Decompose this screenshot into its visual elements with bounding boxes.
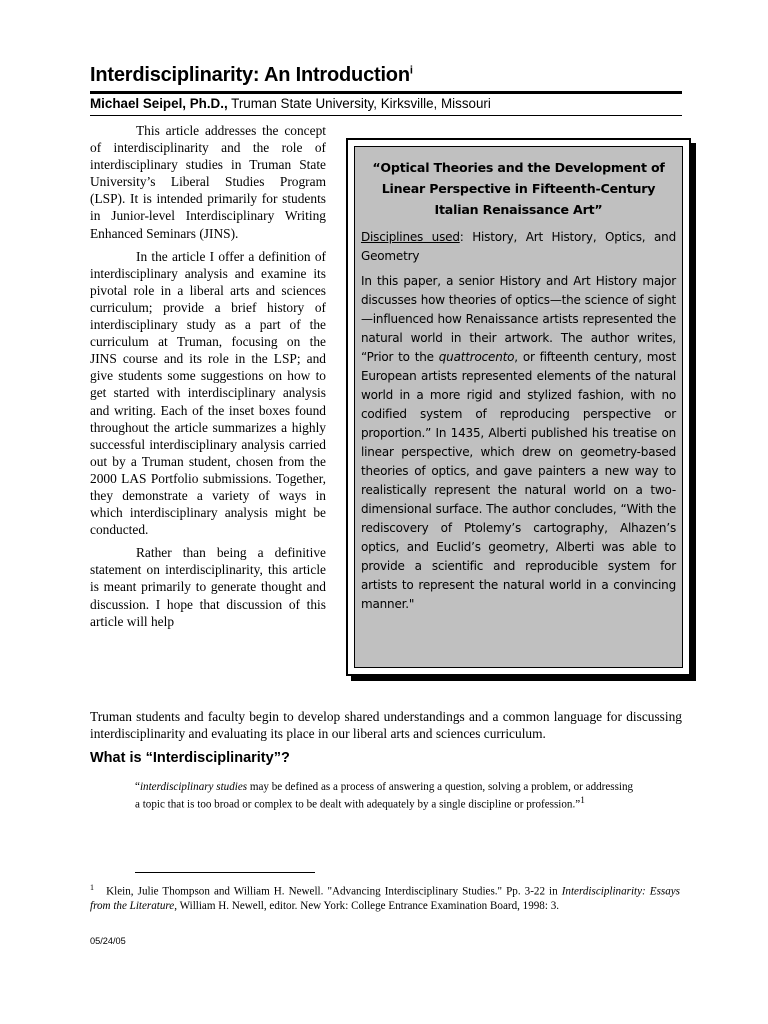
inset-box: [346, 138, 691, 676]
footnote-mark: 1: [90, 883, 94, 892]
inset-box-text: [361, 157, 676, 620]
author-name: Michael Seipel, Ph.D.,: [90, 96, 228, 111]
disciplines-value: : History, Art History, Optics, and Geometry: [361, 230, 676, 263]
inset-box-disciplines: [361, 228, 676, 266]
intro-paragraph-3-continued: Truman students and faculty begin to develop shared understandings and a common language for discussing interdisciplinarity and evaluating its place in our liberal arts and sciences curriculum.: [90, 709, 682, 742]
footnote-separator: [135, 872, 315, 873]
title-footnote-mark: i: [409, 64, 413, 77]
intro-paragraph-1: This article addresses the concept of interdisciplinarity and the role of interdisciplinary studies in Truman State University’s Liberal Studies Program (LSP). It is intended primarily for students in Junior-level Interdisciplinary Writing Enhanced Seminars (JINS).: [90, 123, 326, 241]
title-rule: [90, 91, 682, 94]
document-title: Interdisciplinarity: An Introduction$^i$: [90, 64, 413, 86]
inset-box-title: “Optical Theories and the Development of Linear Perspective in Fifteenth-Century Italian Renaissance Art”: [372, 160, 665, 217]
inset-box-body: In this paper, a senior History and Art History major discusses how theories of optics—the science of sight—influenced how Renaissance artists represented the natural world in their artwork. The author writes, “Prior to the quattrocento, or fifteenth century, most European artists represented elements of the natural world in a more rigid and stylized fashion, with no codified system of reproducing perspective or proportion.” In 1435, Alberti published his treatise on linear perspective, which drew on geometry-based theories of optics, and gave painters a new way to realistically represent the natural world on a two-dimensional surface. The author concludes, “With the rediscovery of Ptolemy’s cartography, Alhazen’s optics, and Euclid’s geometry, Alberti was able to provide a scientific and reproducible system for artists to represent the natural world in a convincing manner.": [361, 274, 676, 611]
footnote-book-title: Interdisciplinarity: Essays from the Literature: [90, 885, 680, 913]
document-page: [90, 60, 684, 1000]
byline-rule: [90, 115, 682, 116]
intro-paragraph-3: Rather than being a definitive statement on interdisciplinarity, this article is meant primarily to generate thought and discussion. I hope that discussion of this article will help: [90, 545, 326, 629]
page-date: 05/24/05: [90, 936, 126, 946]
quote-footnote-mark: 1: [580, 796, 585, 807]
footnote-1: $^1$ Klein, Julie Thompson and William H. Newell. "Advancing Interdisciplinary Studies." Pp. 3-22 in Interdisciplinarity: Essays from the Literature, William H. Newell, editor. New York: College Entrance Examination Board, 1998: 3.: [90, 883, 680, 913]
section-heading: What is “Interdisciplinarity”?: [90, 750, 290, 766]
author-affiliation: Truman State University, Kirksville, Missouri: [231, 96, 491, 111]
quote-italic-term: interdisciplinary studies: [139, 781, 248, 793]
byline: [90, 96, 491, 111]
intro-column: [90, 122, 326, 636]
definition-quote: “interdisciplinary studies may be defined as a process of answering a question, solving a problem, or addressing a topic that is too broad or complex to be dealt with adequately by a single discipline or profession.”$^1$: [135, 781, 634, 812]
disciplines-label: Disciplines used: [361, 230, 460, 244]
intro-paragraph-2: In the article I offer a definition of interdisciplinary analysis and examine its pivotal role in a liberal arts and sciences curriculum; provide a brief history of interdisciplinary study as a part of the curriculum at Truman, focusing on the JINS course and its role in the LSP; and give students some suggestions on how to get started with interdisciplinary analysis and writing. Each of the inset boxes found throughout the article summarizes a highly successful interdisciplinary analysis carried out by a Truman student, chosen from the 2000 LAS Portfolio submissions. Together, they demonstrate a variety of ways in which interdisciplinary analysis might be conducted.: [90, 248, 326, 538]
italic-term: quattrocento: [438, 350, 515, 364]
inset-box-panel: [354, 146, 683, 668]
